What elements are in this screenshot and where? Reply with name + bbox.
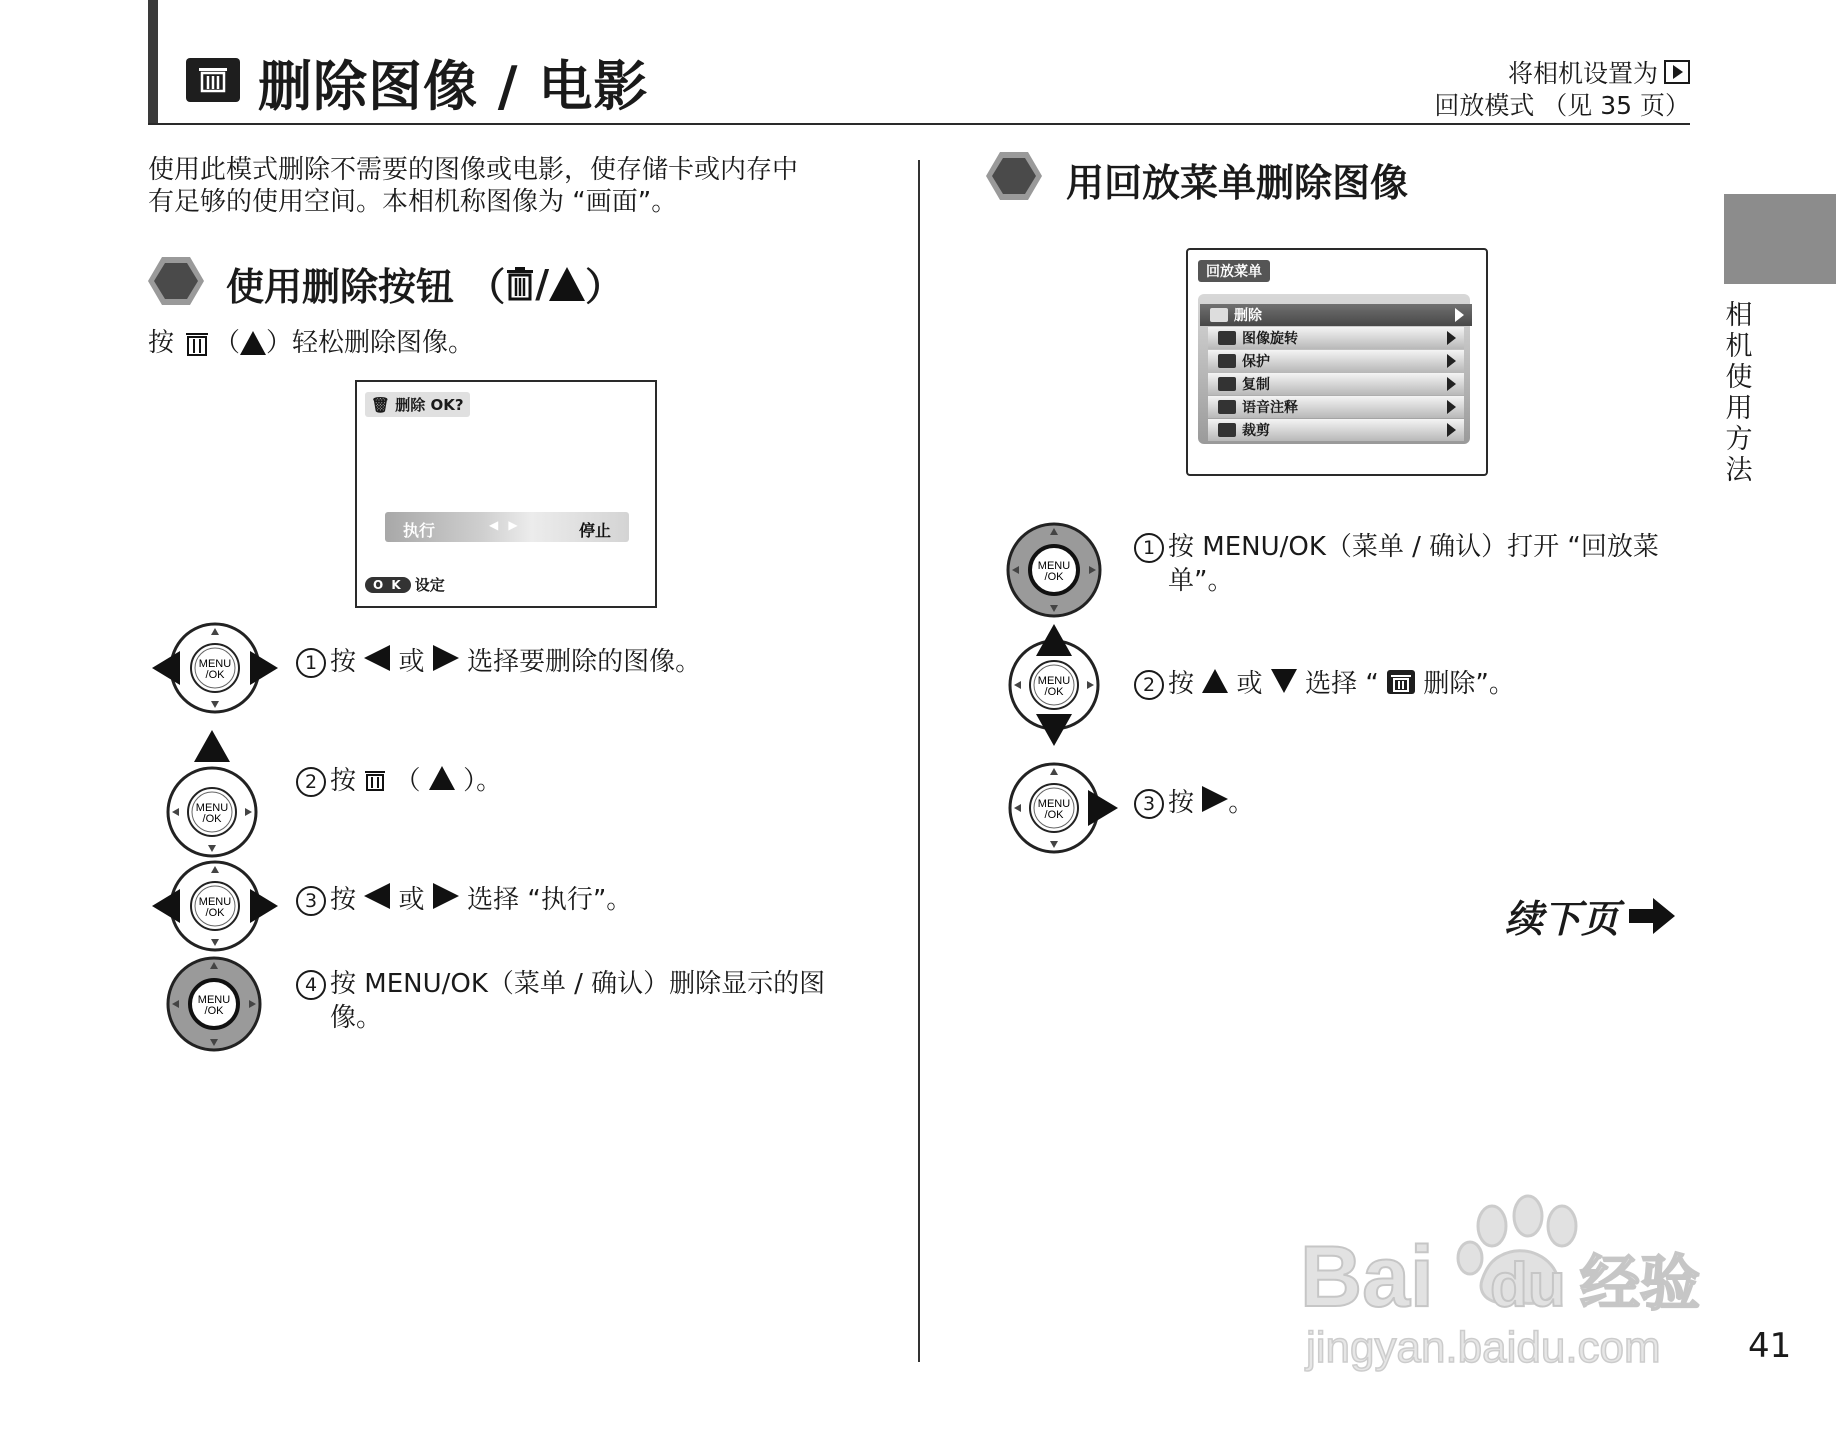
continue-label: 续下页 (1505, 897, 1620, 941)
side-tab-char: 使 (1725, 362, 1753, 393)
step-number: 1 (1134, 533, 1164, 563)
section-title-playback-menu: 用回放菜单删除图像 (1066, 161, 1409, 205)
menu-item-label: 图像旋转 (1242, 331, 1298, 347)
step-text: 。 (1228, 788, 1255, 818)
menu-item-trim[interactable] (1208, 419, 1464, 441)
dial-menu-ok-icon (1004, 520, 1104, 620)
section-title-close: ） (585, 265, 624, 309)
svg-text:MENU: MENU (198, 896, 232, 908)
dial-up-down-icon (1004, 622, 1104, 748)
step-text: 选择 “执行”。 (467, 885, 633, 915)
page-number: 41 (1748, 1326, 1792, 1366)
lcd-option-execute: 执行 (403, 521, 436, 540)
trash-icon (364, 768, 386, 792)
menu-item-label: 复制 (1242, 377, 1270, 393)
left-right-arrows-icon: ◀ ▶ (489, 518, 521, 532)
intro-line: 使用此模式删除不需要的图像或电影，使存储卡或内存中 (148, 155, 799, 185)
svg-text:MENU: MENU (197, 994, 231, 1006)
svg-text:/OK: /OK (204, 1005, 224, 1017)
step-number: 3 (1134, 789, 1164, 819)
side-tab-char: 方 (1725, 424, 1753, 455)
svg-text:/OK: /OK (205, 907, 225, 919)
step-right-2 (1134, 667, 1515, 701)
key-icon (1218, 354, 1236, 368)
microphone-icon (1218, 400, 1236, 414)
step-text: 选择要删除的图像。 (467, 647, 702, 677)
lcd-playback-menu (1186, 248, 1488, 476)
intro-line: 有足够的使用空间。本相机称图像为 “画面”。 (148, 187, 678, 217)
menu-item-voice-memo[interactable] (1208, 396, 1464, 418)
side-tab (1724, 194, 1836, 284)
rotate-icon (1218, 331, 1236, 345)
intro-paragraph (148, 154, 798, 218)
step-number: 1 (296, 648, 326, 678)
menu-item-label: 保护 (1242, 354, 1270, 370)
svg-text:MENU: MENU (1037, 560, 1071, 572)
trash-icon (184, 329, 210, 357)
page-title: 删除图像 / 电影 (258, 55, 649, 118)
svg-text:/OK: /OK (1044, 809, 1064, 821)
up-triangle-icon (240, 331, 266, 355)
up-triangle-icon (1202, 669, 1228, 693)
step-text: 或 (398, 647, 425, 677)
right-triangle-icon (433, 645, 459, 671)
chevron-right-icon (1455, 308, 1464, 322)
svg-text:MENU: MENU (198, 658, 232, 670)
left-triangle-icon (364, 883, 390, 909)
step-text: ）。 (463, 766, 503, 796)
up-triangle-icon (429, 766, 455, 790)
menu-item-rotate[interactable] (1208, 327, 1464, 349)
mode-note-line2: 回放模式 （见 35 页） (1434, 91, 1690, 120)
section-title-delete-button (226, 256, 623, 311)
menu-item-label: 删除 (1234, 308, 1262, 324)
watermark-url: jingyan.baidu.com (1306, 1323, 1661, 1372)
up-triangle-icon (549, 267, 585, 301)
step-number: 2 (296, 767, 326, 797)
trash-icon (186, 58, 240, 102)
step-left-2 (296, 764, 502, 798)
chevron-right-icon (1447, 377, 1456, 391)
desc-text: （ (214, 328, 241, 358)
menu-item-delete[interactable] (1200, 304, 1472, 326)
watermark-cn: 经验 (1580, 1249, 1700, 1319)
svg-text:MENU: MENU (1037, 798, 1071, 810)
desc-text: 按 (148, 328, 175, 358)
step-number: 4 (296, 970, 326, 1000)
step-text: 按 (330, 647, 357, 677)
dial-menu-ok-icon (164, 954, 264, 1054)
step-left-1 (296, 645, 701, 679)
step-text: 删除”。 (1423, 669, 1515, 699)
chevron-right-icon (1447, 423, 1456, 437)
step-number: 2 (1134, 670, 1164, 700)
step-text: 按 MENU/OK（菜单 / 确认）打开 “回放菜 (1168, 532, 1659, 562)
lcd-ok-text: 设定 (414, 576, 445, 594)
svg-text:/OK: /OK (1044, 686, 1064, 698)
lcd-title: 删除 OK? (395, 396, 464, 414)
dial-up-icon (162, 728, 262, 862)
step-text: 或 (398, 885, 425, 915)
section-title-text: 使用删除按钮 （ (226, 265, 506, 309)
playback-icon (1664, 60, 1690, 84)
trash-icon: 🗑︎ (371, 396, 391, 414)
side-tab-label (1722, 300, 1756, 486)
copy-icon (1218, 377, 1236, 391)
step-text: 像。 (330, 1003, 383, 1033)
dial-left-right-icon (150, 618, 280, 718)
header-accent-bar (148, 0, 158, 125)
lcd-ok-hint (365, 574, 445, 595)
chevron-right-icon (1447, 400, 1456, 414)
continue-next-page[interactable] (1505, 888, 1675, 943)
menu-title-tag: 回放菜单 (1198, 260, 1270, 282)
step-number: 3 (296, 886, 326, 916)
step-text: 选择 “ (1305, 669, 1379, 699)
arrow-right-icon (1629, 898, 1675, 934)
svg-text:MENU: MENU (1037, 675, 1071, 687)
column-divider (918, 160, 920, 1362)
left-triangle-icon (364, 645, 390, 671)
step-right-3 (1134, 786, 1254, 820)
trash-icon (505, 266, 535, 302)
step-text: 单”。 (1168, 566, 1234, 596)
step-left-4 (296, 967, 825, 1035)
watermark-logo (1300, 1176, 1720, 1386)
menu-item-label: 裁剪 (1242, 423, 1270, 439)
svg-text:/OK: /OK (205, 669, 225, 681)
lcd-delete-confirm (355, 380, 657, 608)
section-hexagon-icon (148, 257, 204, 305)
svg-text:/OK: /OK (1044, 571, 1064, 583)
trash-icon (1387, 670, 1415, 694)
menu-item-protect[interactable] (1208, 350, 1464, 372)
desc-text: ）轻松删除图像。 (266, 328, 475, 358)
step-text: 按 MENU/OK（菜单 / 确认）删除显示的图 (330, 969, 826, 999)
section-title-slash: / (535, 261, 550, 306)
step-text: （ (394, 766, 421, 796)
step-text: 按 (330, 885, 357, 915)
watermark-brand: Bai (1300, 1229, 1434, 1325)
ok-button-icon: O K (365, 577, 411, 593)
right-triangle-icon (433, 883, 459, 909)
mode-note-line1: 将相机设置为 (1507, 59, 1658, 88)
side-tab-char: 相 (1725, 300, 1753, 331)
step-right-1 (1134, 530, 1659, 598)
side-tab-char: 法 (1725, 455, 1753, 486)
dial-left-right-icon (150, 856, 280, 956)
svg-text:/OK: /OK (202, 813, 222, 825)
step-text: 按 (1168, 669, 1195, 699)
step-text: 按 (330, 766, 357, 796)
header-mode-note (1434, 58, 1690, 122)
svg-text:MENU: MENU (195, 802, 229, 814)
watermark-brand-du: du (1490, 1251, 1566, 1320)
lcd-choice-bar (385, 512, 629, 542)
section-hexagon-icon (986, 152, 1042, 200)
side-tab-char: 机 (1725, 331, 1753, 362)
down-triangle-icon (1271, 669, 1297, 693)
chevron-right-icon (1447, 331, 1456, 345)
lcd-title-tag (365, 392, 470, 417)
trim-icon (1218, 423, 1236, 437)
dial-right-icon (1004, 758, 1120, 858)
trash-icon (1210, 308, 1228, 322)
menu-item-copy[interactable] (1208, 373, 1464, 395)
side-tab-char: 用 (1725, 393, 1753, 424)
menu-item-label: 语音注释 (1242, 400, 1298, 416)
step-left-3 (296, 883, 632, 917)
section-desc (148, 327, 474, 359)
lcd-option-stop: 停止 (578, 521, 611, 540)
chevron-right-icon (1447, 354, 1456, 368)
step-text: 或 (1236, 669, 1263, 699)
right-triangle-icon (1202, 786, 1228, 812)
step-text: 按 (1168, 788, 1195, 818)
header-rule (148, 123, 1690, 125)
